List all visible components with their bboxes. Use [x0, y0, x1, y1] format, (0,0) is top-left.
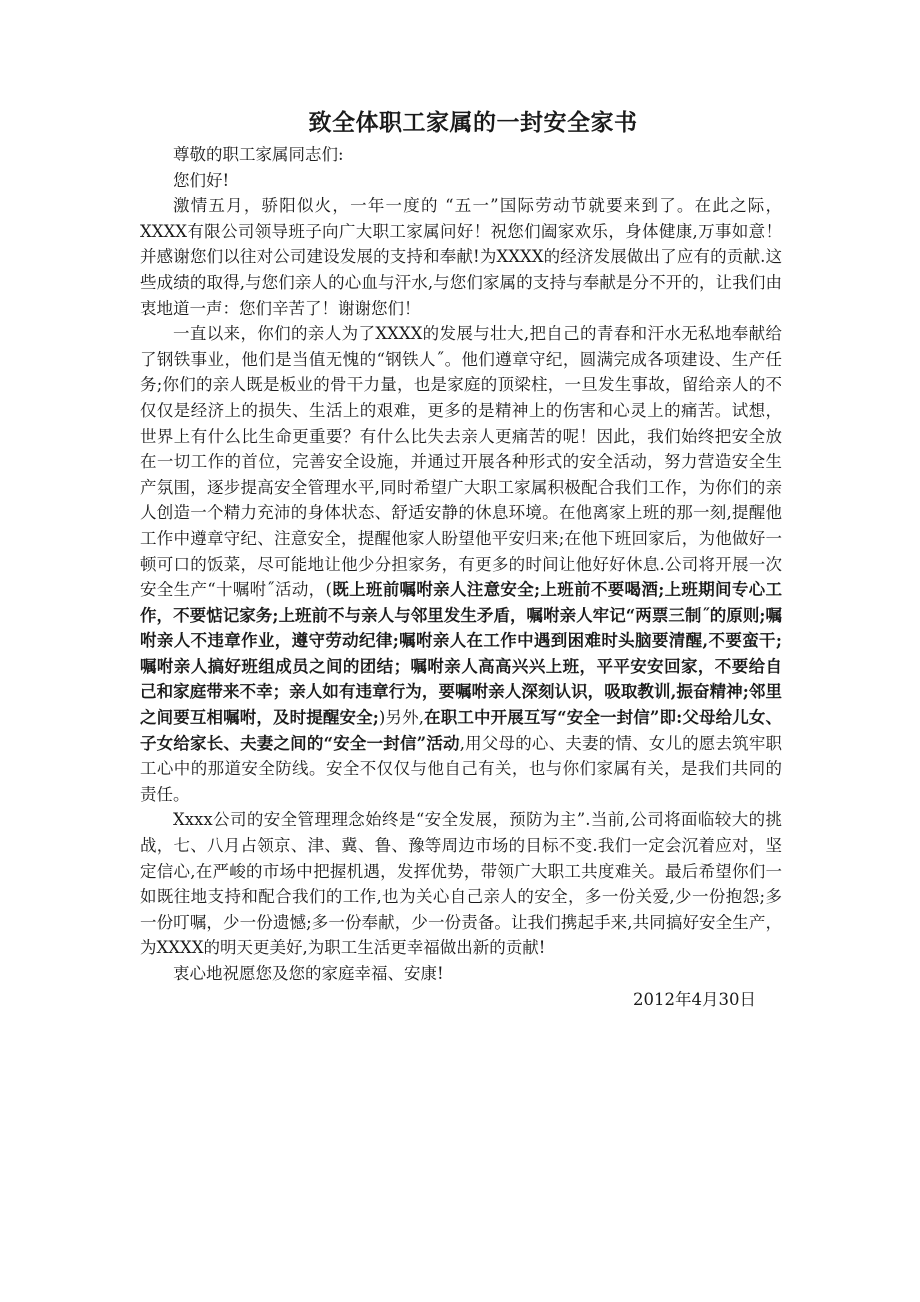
- greeting: 您们好!: [173, 170, 230, 190]
- paragraph-3: Xxxx公司的安全管理理念始终是“安全发展，预防为主”.当前,公司将面临较大的挑战，七、八月占领京、津、冀、鲁、豫等周边市场的目标不变.我们一定会沉着应对，坚定信心,在严峻的市场中把握机遇，发挥优势，带领广大职工共度难关。最后希望你们一如既往地支持和配合我们的工作,也为关心自己亲人的安全，多一份关爱,少一份抱怨;多一份叮嘱，少一份遗憾;多一份奉献，少一份责备。让我们携起手来,共同搞好安全生产，为XXXX的明天更美好,为职工生活更幸福做出新的贡献!: [140, 810, 782, 958]
- paragraph-2: [140, 321, 782, 807]
- paragraph-2-text-c: ,用父母的心、夫妻的情、女儿的愿去筑牢职工心中的那道安全防线。安全不仅仅与他自己有关，也与你们家属有关，是我们共同的责任。: [140, 733, 783, 804]
- paragraph-1: 激情五月，骄阳似火，一年一度的 “五一”国际劳动节就要来到了。在此之际，XXXX有限公司领导班子向广大职工家属问好！祝您们阖家欢乐，身体健康,万事如意！并感谢您们以往对公司建设发展的支持和奉献!为XXXX的经济发展做出了应有的贡献.这些成绩的取得,与您们亲人的心血与汗水,与您们家属的支持与奉献是分不开的，让我们由衷地道一声：您们辛苦了！谢谢您们！: [140, 196, 782, 318]
- closing-wish: 衷心地祝愿您及您的家庭幸福、安康!: [173, 964, 444, 983]
- paragraph-2-text-b: )另外,: [378, 708, 424, 728]
- paragraph-2-bold-a: 既上班前嘱咐亲人注意安全;上班前不要喝酒;上班期间专心工作，不要惦记家务;上班前不与亲人与邻里发生矛盾，嘱咐亲人牢记“两票三制˝的原则;嘱咐亲人不违章作业，遵守劳动纪律;嘱咐亲人在工作中遇到困难时头脑要清醒,不要蛮干;嘱咐亲人搞好班组成员之间的团结；嘱咐亲人高高兴兴上班，平平安安回家，不要给自己和家庭带来不幸；亲人如有违章行为，要嘱咐亲人深刻认识，吸取教训,振奋精神;邻里之间要互相嘱咐，及时提醒安全;: [140, 580, 783, 728]
- letter-date: 2012年4月30日: [633, 989, 756, 1009]
- paragraph-2-bold-b: 在职工中开展互写“安全一封信”即:父母给儿女、子女给家长、夫妻之间的“安全一封信”活动: [140, 708, 782, 753]
- paragraph-2-text-a: 一直以来，你们的亲人为了XXXX的发展与壮大,把自己的青春和汗水无私地奉献给了钢铁事业，他们是当值无愧的“钢铁人˝。他们遵章守纪，圆满完成各项建设、生产任务;你们的亲人既是板业的骨干力量，也是家庭的顶梁柱，一旦发生事故，留给亲人的不仅仅是经济上的损失、生活上的艰难，更多的是精神上的伤害和心灵上的痛苦。试想，世界上有什么比生命更重要？有什么比失去亲人更痛苦的呢！因此，我们始终把安全放在一切工作的首位，完善安全设施，并通过开展各种形式的安全活动，努力营造安全生产氛围，逐步提高安全管理水平,同时希望广大职工家属积极配合我们工作，为你们的亲人创造一个精力充沛的身体状态、舒适安静的休息环境。在他离家上班的那一刻,提醒他工作中遵章守纪、注意安全，提醒他家人盼望他平安归来;在他下班回家后，为他做好一顿可口的饭菜，尽可能地让他少分担家务，有更多的时间让他好好休息.公司将开展一次安全生产“十嘱咐˝活动，(: [140, 324, 782, 600]
- salutation: 尊敬的职工家属同志们:: [173, 145, 344, 164]
- letter-title: 致全体职工家属的一封安全家书: [308, 109, 638, 136]
- letter-page: [140, 108, 782, 1012]
